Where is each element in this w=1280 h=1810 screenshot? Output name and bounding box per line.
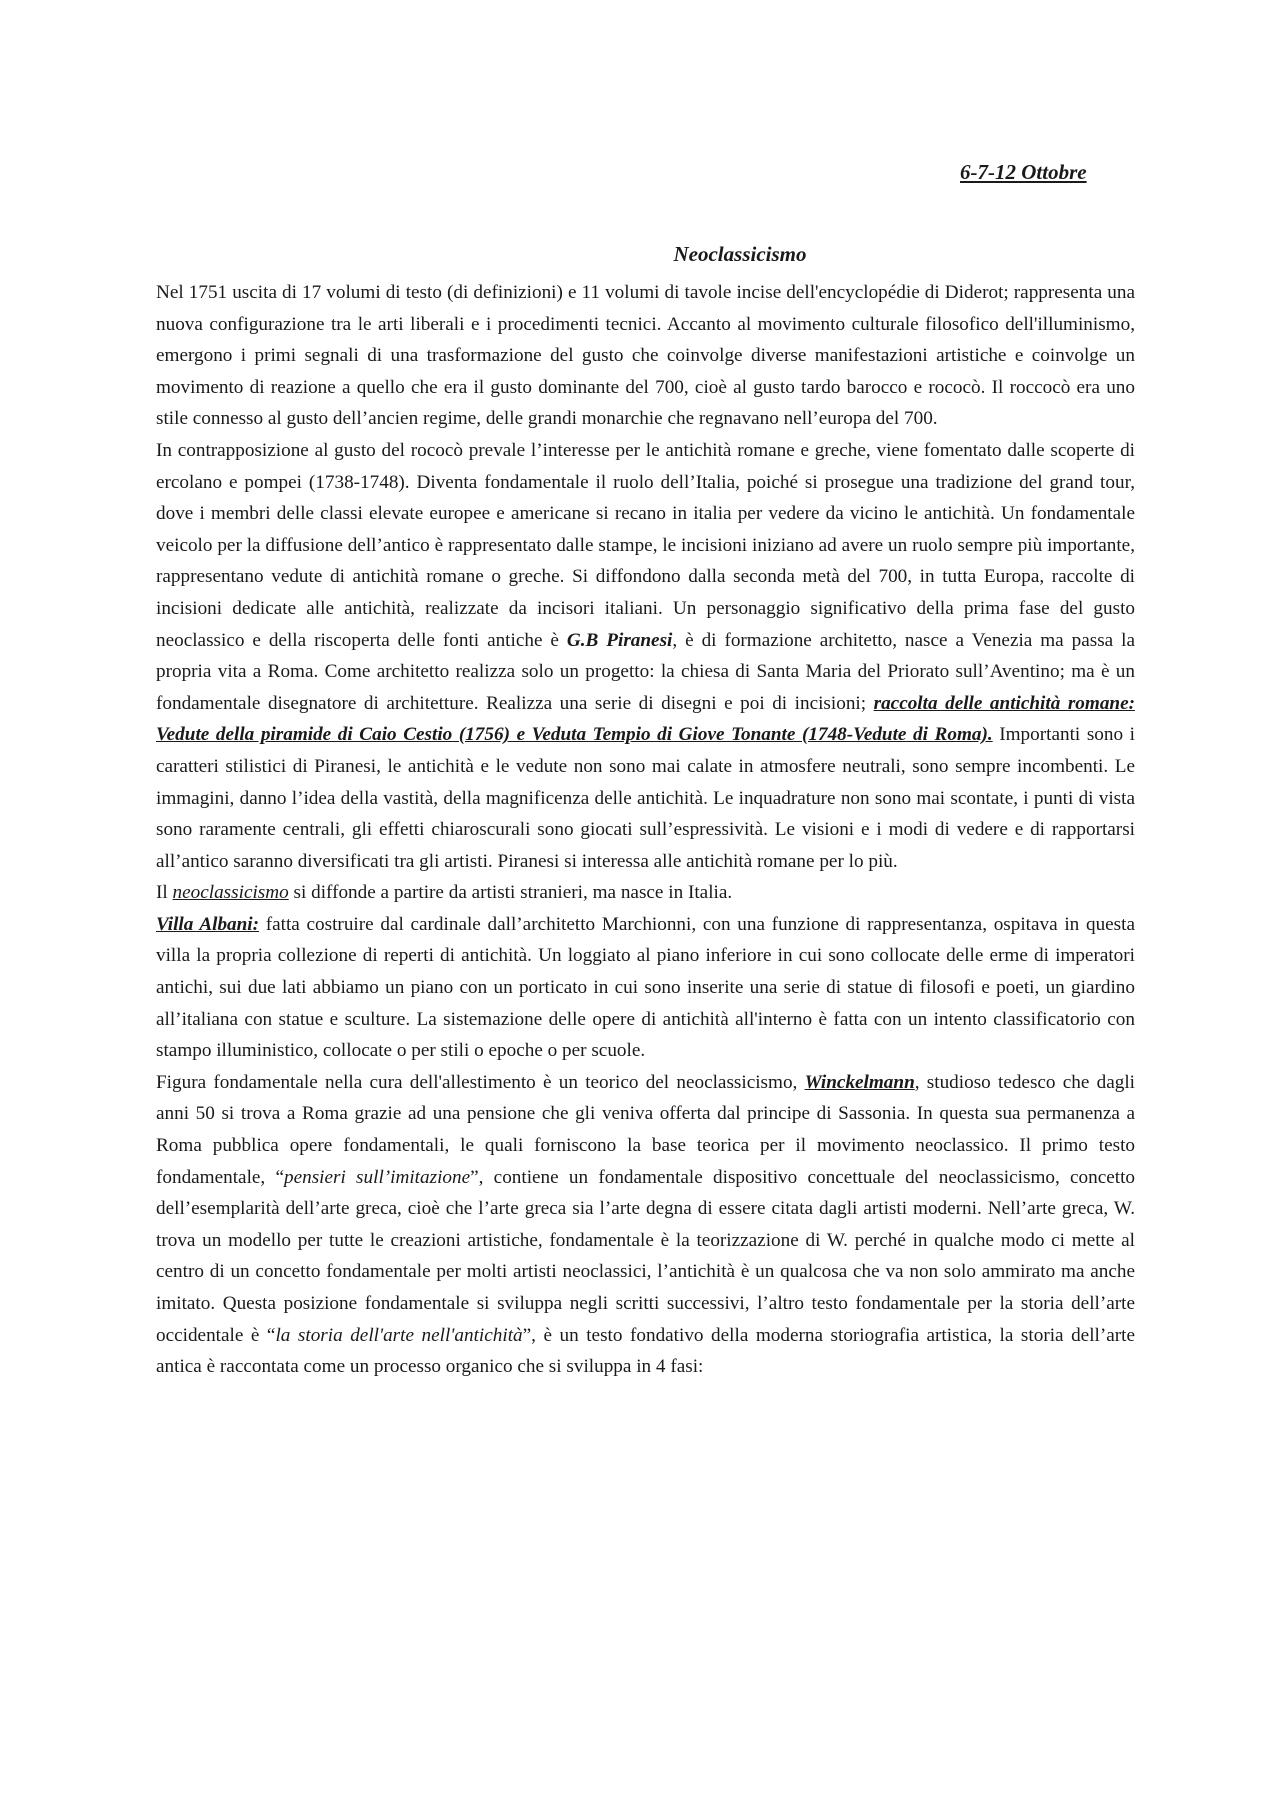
text-segment: si diffonde a partire da artisti stranieri, ma nasce in Italia.	[288, 882, 733, 904]
text-segment: , studioso tedesco che dagli anni 50 si trova a Roma grazie ad una pensione che gli veniva offerta dal principe di Sassonia. In questa sua permanenza a Roma pubblica opere fondamentali, le quali forniscono la base teorica per il movimento neoclassico. Il primo testo fondamentale, “	[156, 1071, 1135, 1188]
text-segment: fatta costruire dal cardinale dall’architetto Marchionni, con una funzione di rappresentanza, ospitava in questa villa la propria collezione di reperti di antichità. Un loggiato al piano inferiore in cui sono collocate delle erme di imperatori antichi, sui due lati abbiamo un piano con un porticato in cui sono inserite una serie di statue di filosofi e poeti, un giardino all’italiana con statue e sculture. La sistemazione delle opere di antichità all'interno è fatta con un intento classificatorio con stampo illuministico, collocate o per stili o epoche o per scuole.	[156, 913, 1135, 1062]
storia-title: la storia dell'arte nell'antichità	[275, 1324, 523, 1346]
text-segment: In contrapposizione al gusto del rococò prevale l’interesse per le antichità romane e greche, viene fomentato dalle scoperte di ercolano e pompei (1738-1748). Diventa fondamentale il ruolo dell’Italia, poiché si prosegue una tradizione del grand tour, dove i membri delle classi elevate europee e americane si recano in italia per vedere da vicino le antichità. Un fondamentale veicolo per la diffusione dell’antico è rappresentato dalle stampe, le incisioni iniziano ad avere un ruolo sempre più importante, rappresentano vedute di antichità romane o greche. Si diffondono dalla seconda metà del 700, in tutta Europa, raccolte di incisioni dedicate alle antichità, realizzate da incisori italiani. Un personaggio significativo della prima fase del gusto neoclassico e della riscoperta delle fonti antiche è	[156, 439, 1135, 651]
paragraph-antichita	[156, 435, 1135, 877]
paragraph-villa-albani	[156, 909, 1135, 1067]
paragraph-neoclassicismo-origin	[156, 877, 1135, 909]
villa-albani-heading: Villa Albani:	[156, 913, 260, 935]
text-segment: Il	[156, 882, 173, 904]
piranesi-name: G.B Piranesi	[566, 629, 673, 651]
winckelmann-name: Winckelmann	[804, 1071, 915, 1093]
text-segment: ”, contiene un fondamentale dispositivo concettuale del neoclassicismo, concetto dell’esemplarità dell’arte greca, cioè che l’arte greca sia l’arte degna di essere citata dagli artisti moderni. Nell’arte greca, W. trova un modello per tutte le creazioni artistiche, fondamentale è la teorizzazione di W. perché in qualche modo ci mette al centro di un concetto fondamentale per molti artisti neoclassici, l’antichità è un qualcosa che va non solo ammirato ma anche imitato. Questa posizione fondamentale si sviluppa negli scritti successivi, l’altro testo fondamentale per la storia dell’arte occidentale è “	[156, 1166, 1135, 1346]
paragraph-winckelmann	[156, 1067, 1135, 1383]
text-segment: , è di formazione architetto, nasce a Venezia ma passa la propria vita a Roma. Come architetto realizza solo un progetto: la chiesa di Santa Maria del Priorato sull’Aventino; ma è un fondamentale disegnatore di architetture. Realizza una serie di disegni e poi di incisioni;	[156, 629, 1135, 714]
raccolta-highlight: raccolta delle antichità romane: Vedute della piramide di Caio Cestio (1756) e Veduta Tempio di Giove Tonante (1748-Vedute di Roma).	[156, 692, 1135, 746]
pensieri-title: pensieri sull’imitazione	[283, 1166, 471, 1188]
text-segment: ”, è un testo fondativo della moderna storiografia artistica, la storia dell’arte antica è raccontata come un processo organico che si sviluppa in 4 fasi:	[156, 1324, 1135, 1378]
text-segment: Importanti sono i caratteri stilistici di Piranesi, le antichità e le vedute non sono mai calate in atmosfere neutrali, sono sempre incombenti. Le immagini, danno l’idea della vastità, della magnificenza delle antichità. Le inquadrature non sono mai scontate, i punti di vista sono raramente centrali, gli effetti chiaroscurali sono giocati sull’espressività. Le visioni e i modi di vedere e di rapportarsi all’antico saranno diversificati tra gli artisti. Piranesi si interessa alle antichità romane per lo più.	[156, 724, 1135, 872]
document-title: Neoclassicismo	[673, 242, 807, 266]
paragraph-encyclopedie: Nel 1751 uscita di 17 volumi di testo (di definizioni) e 11 volumi di tavole incise dell'encyclopédie di Diderot; rappresenta una nuova configurazione tra le arti liberali e i procedimenti tecnici. Accanto al movimento culturale filosofico dell'illuminismo, emergono i primi segnali di una trasformazione del gusto che coinvolge diverse manifestazioni artistiche e coinvolge un movimento di reazione a quello che era il gusto dominante del 700, cioè al gusto tardo barocco e rococò. Il roccocò era uno stile connesso al gusto dell’ancien regime, delle grandi monarchie che regnavano nell’europa del 700.	[156, 282, 1135, 430]
text-segment: Figura fondamentale nella cura dell'allestimento è un teorico del neoclassicismo,	[156, 1071, 805, 1093]
lecture-date: 6-7-12 Ottobre	[960, 160, 1087, 184]
neoclassicismo-term: neoclassicismo	[172, 882, 289, 904]
document-body	[156, 277, 1135, 1383]
